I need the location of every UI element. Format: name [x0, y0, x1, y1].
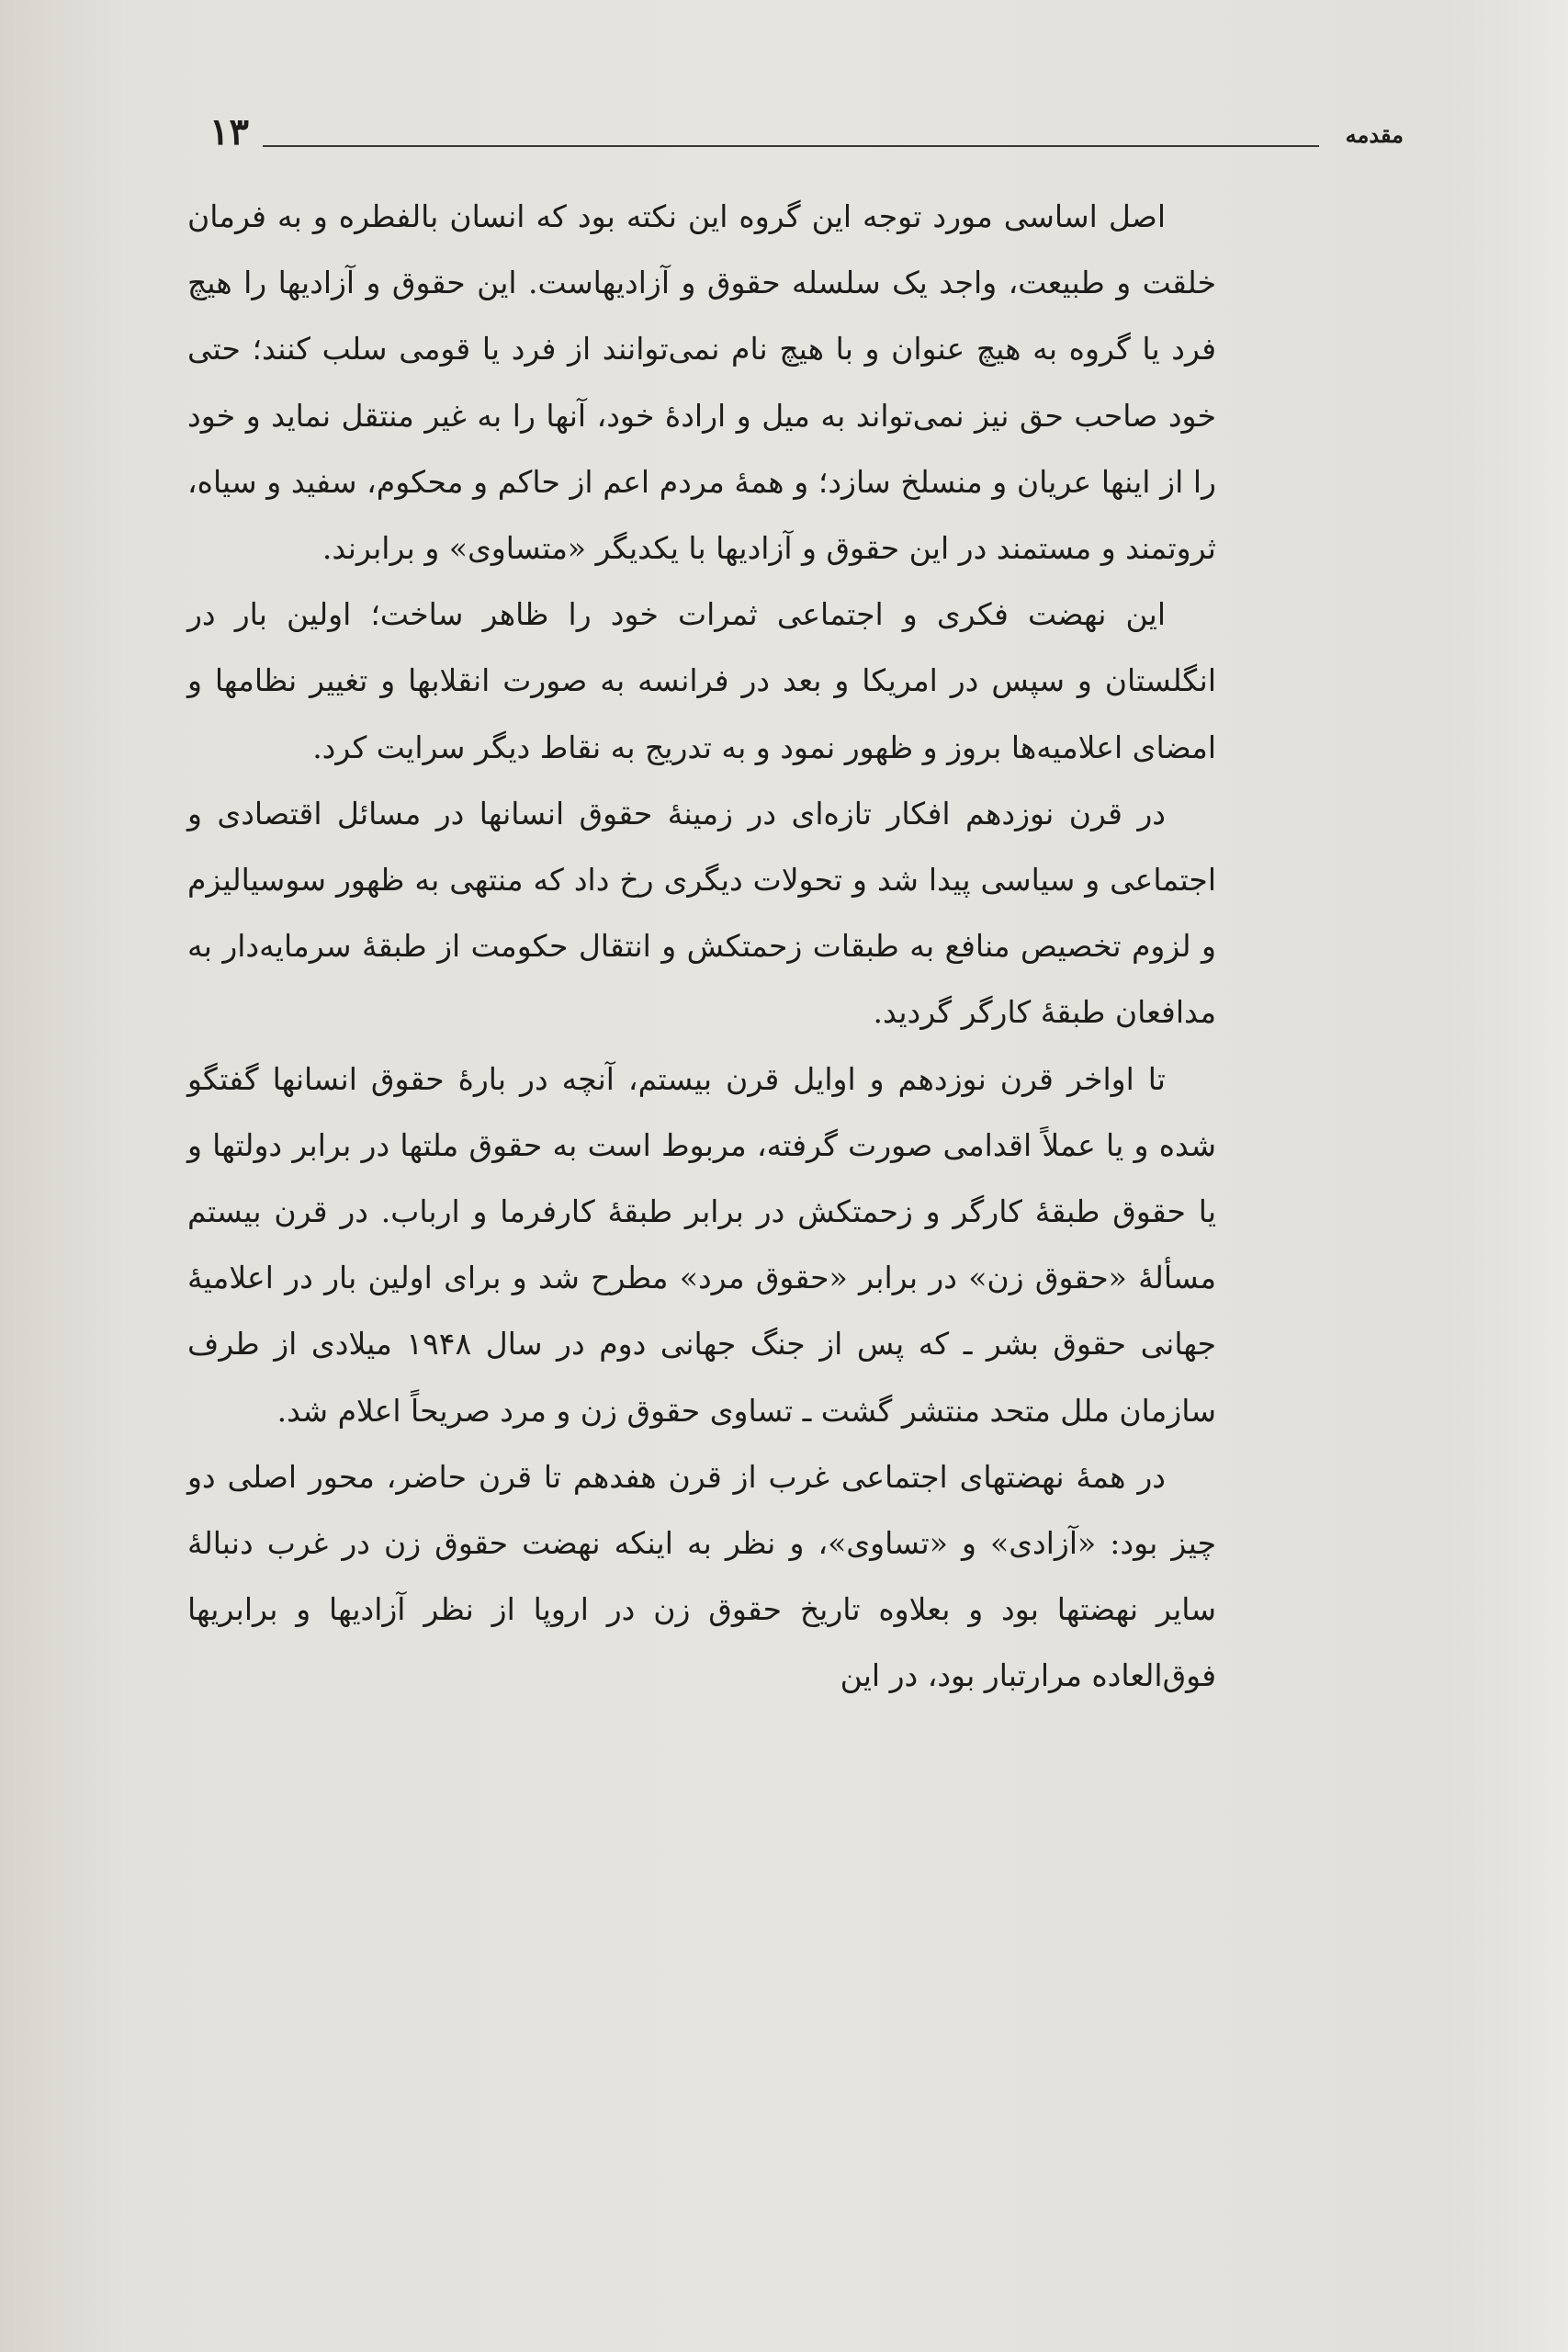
- paragraph: در قرن نوزدهم افکار تازه‌ای در زمینهٔ حقوق انسانها در مسائل اقتصادی و اجتماعی و سیاسی پیدا شد و تحولات دیگری رخ داد که منتهی به ظهور سوسیالیزم و لزوم تخصیص منافع به طبقات زحمتکش و انتقال حکومت از طبقهٔ سرمایه‌دار به مدافعان طبقهٔ کارگر گردید.: [187, 795, 1216, 1031]
- paragraph: این نهضت فکری و اجتماعی ثمرات خود را ظاهر ساخت؛ اولین بار در انگلستان و سپس در امریکا و بعد در فرانسه به صورت انقلابها و تغییر نظامها و امضای اعلامیه‌ها بروز و ظهور نمود و به تدریج به نقاط دیگر سرایت کرد.: [187, 596, 1216, 765]
- body-text: [187, 184, 1216, 1710]
- paragraph: در همهٔ نهضتهای اجتماعی غرب از قرن هفدهم تا قرن حاضر، محور اصلی دو چیز بود: «آزادی» و «تساوی»، و نظر به اینکه نهضت حقوق زن در غرب دنبالهٔ سایر نهضتها بود و بعلاوه تاریخ حقوق زن در اروپا از نظر آزادیها و برابریها فوق‌العاده مرارتبار بود، در این: [187, 1458, 1216, 1694]
- page-edge-highlight: [1449, 0, 1568, 2352]
- header-rule: [263, 145, 1319, 147]
- paragraph: اصل اساسی مورد توجه این گروه این نکته بود که انسان بالفطره و به فرمان خلقت و طبیعت، واجد یک سلسله حقوق و آزادیهاست. این حقوق و آزادیها را هیچ فرد یا گروه به هیچ عنوان و با هیچ نام نمی‌توانند از فرد یا قومی سلب کنند؛ حتی خود صاحب حق نیز نمی‌تواند به میل و ارادهٔ خود، آنها را به غیر منتقل نماید و خود را از اینها عریان و منسلخ سازد؛ و همهٔ مردم اعم از حاکم و محکوم، سفید و سیاه، ثروتمند و مستمند در این حقوق و آزادیها با یکدیگر «متساوی» و برابرند.: [187, 198, 1216, 567]
- running-header-title: مقدمه: [1345, 121, 1404, 148]
- running-header: [209, 108, 1404, 160]
- paragraph: تا اواخر قرن نوزدهم و اوایل قرن بیستم، آنچه در بارهٔ حقوق انسانها گفتگو شده و یا عملاً اقدامی صورت گرفته، مربوط است به حقوق ملتها در برابر دولتها و یا حقوق طبقهٔ کارگر و زحمتکش در برابر طبقهٔ کارفرما و ارباب. در قرن بیستم مسألهٔ «حقوق زن» در برابر «حقوق مرد» مطرح شد و برای اولین بار در اعلامیهٔ جهانی حقوق بشر ـ که پس از جنگ جهانی دوم در سال ۱۹۴۸ میلادی از طرف سازمان ملل متحد منتشر گشت ـ تساوی حقوق زن و مرد صریحاً اعلام شد.: [187, 1060, 1216, 1429]
- page-number: ۱۳: [209, 110, 249, 153]
